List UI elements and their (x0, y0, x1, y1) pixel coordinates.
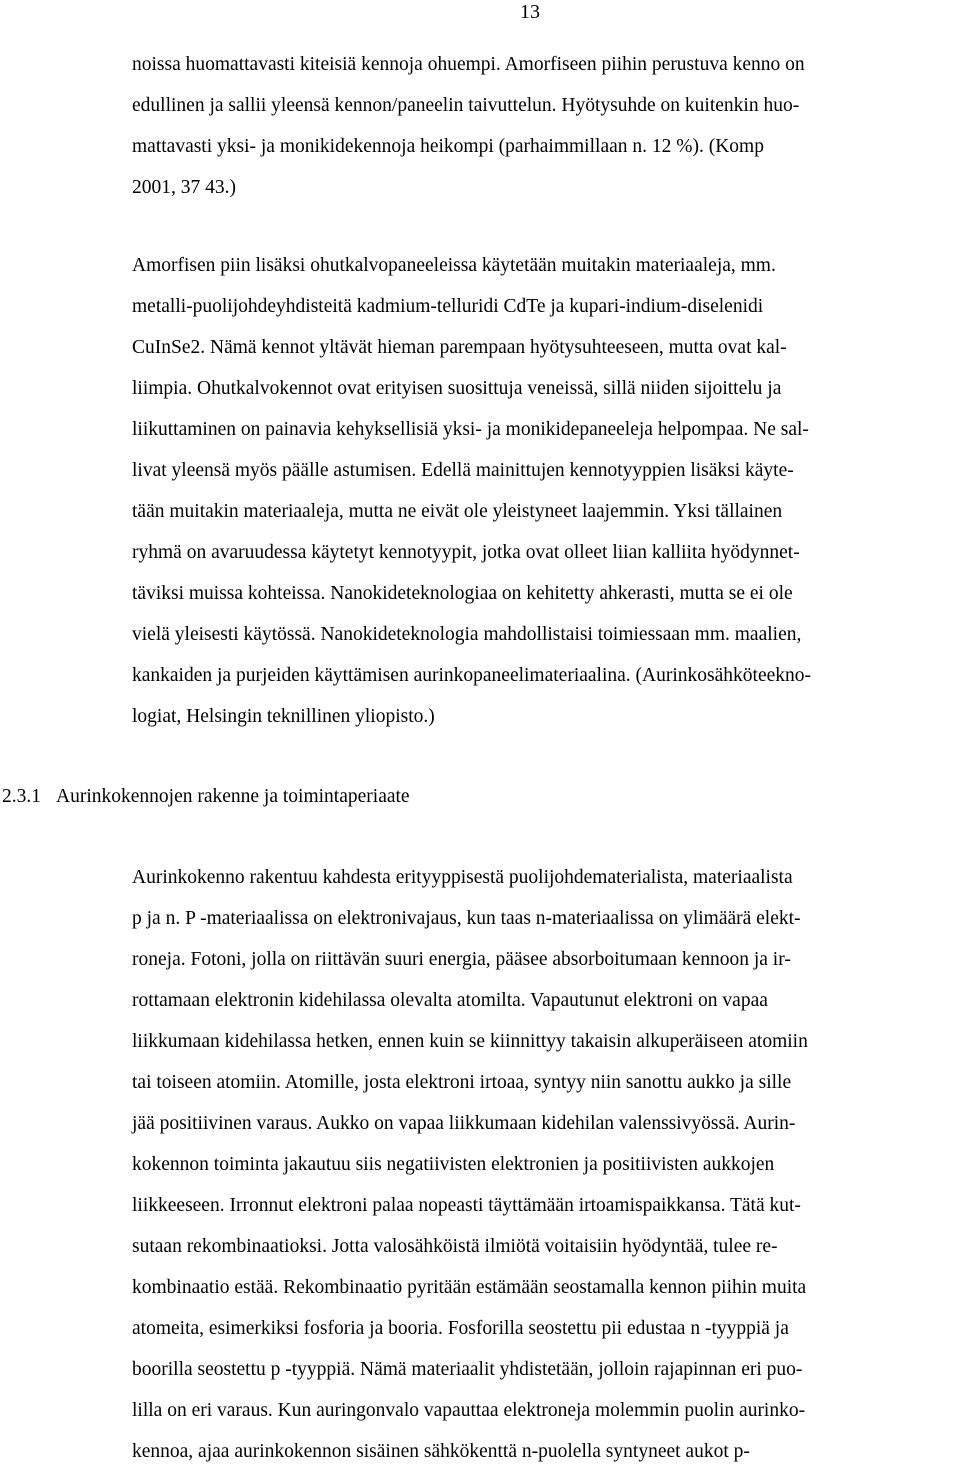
text-line: lilla on eri varaus. Kun auringonvalo vapauttaa elektroneja molemmin puolin aurinko- (132, 1400, 806, 1421)
text-line: liimpia. Ohutkalvokennot ovat erityisen suosittuja veneissä, sillä niiden sijoittelu ja (132, 378, 782, 399)
text-line: edullinen ja sallii yleensä kennon/paneelin taivuttelun. Hyötysuhde on kuitenkin huo- (132, 95, 800, 116)
text-line: atomeita, esimerkiksi fosforia ja booria. Fosforilla seostettu pii edustaa n -tyyppiä ja (132, 1318, 789, 1339)
text-line: kennoa, ajaa aurinkokennon sisäinen sähkökenttä n-puolella syntyneet aukot p- (132, 1441, 750, 1462)
section-number: 2.3.1 (2, 786, 41, 807)
text-line: Amorfisen piin lisäksi ohutkalvopaneeleissa käytetään muitakin materiaaleja, mm. (132, 255, 776, 276)
text-line: tai toiseen atomiin. Atomille, josta elektroni irtoaa, syntyy niin sanottu aukko ja sille (132, 1072, 792, 1093)
text-line: 2001, 37 43.) (132, 177, 236, 198)
text-line: ryhmä on avaruudessa käytetyt kennotyypit, jotka ovat olleet liian kalliita hyödynnet- (132, 542, 800, 563)
section-heading (2, 776, 410, 817)
paragraph-solar-cell-structure (132, 857, 958, 1472)
text-line: CuInSe2. Nämä kennot yltävät hieman parempaan hyötysuhteeseen, mutta ovat kal- (132, 337, 787, 358)
text-line: täviksi muissa kohteissa. Nanokideteknologiaa on kehitetty ahkerasti, mutta se ei ole (132, 583, 793, 604)
text-line: kankaiden ja purjeiden käyttämisen aurinkopaneelimateriaalina. (Aurinkosähköteekno- (132, 665, 811, 686)
text-line: Aurinkokenno rakentuu kahdesta erityyppisestä puolijohdematerialista, materiaalista (132, 867, 793, 888)
text-line: p ja n. P -materiaalissa on elektronivajaus, kun taas n-materiaalissa on ylimäärä elekt- (132, 908, 801, 929)
text-line: tään muitakin materiaaleja, mutta ne eivät ole yleistyneet laajemmin. Yksi tällainen (132, 501, 783, 522)
page-number: 13 (520, 1, 540, 23)
text-line: vielä yleisesti käytössä. Nanokideteknologia mahdollistaisi toimiessaan mm. maalien, (132, 624, 802, 645)
text-line: metalli-puolijohdeyhdisteitä kadmium-telluridi CdTe ja kupari-indium-diselenidi (132, 296, 764, 317)
text-line: mattavasti yksi- ja monikidekennoja heikompi (parhaimmillaan n. 12 %). (Komp (132, 136, 764, 157)
text-line: kombinaatio estää. Rekombinaatio pyritään estämään seostamalla kennon piihin muita (132, 1277, 807, 1298)
text-line: noissa huomattavasti kiteisiä kennoja ohuempi. Amorfiseen piihin perustuva kenno on (132, 54, 805, 75)
paragraph-thin-film-materials (132, 245, 958, 737)
text-line: kokennon toiminta jakautuu siis negatiivisten elektronien ja positiivisten aukkojen (132, 1154, 775, 1175)
text-line: jää positiivinen varaus. Aukko on vapaa liikkumaan kidehilan valenssivyössä. Aurin- (132, 1113, 796, 1134)
text-line: roneja. Fotoni, jolla on riittävän suuri energia, pääsee absorboitumaan kennoon ja ir- (132, 949, 791, 970)
text-line: liikkeeseen. Irronnut elektroni palaa nopeasti täyttämään irtoamispaikkansa. Tätä kut- (132, 1195, 801, 1216)
text-line: rottamaan elektronin kidehilassa olevalta atomilta. Vapautunut elektroni on vapaa (132, 990, 768, 1011)
text-line: sutaan rekombinaatioksi. Jotta valosähköistä ilmiötä voitaisiin hyödyntää, tulee re- (132, 1236, 778, 1257)
text-line: logiat, Helsingin teknillinen yliopisto.) (132, 706, 435, 727)
text-line: liikkumaan kidehilassa hetken, ennen kuin se kiinnittyy takaisin alkuperäiseen atomiin (132, 1031, 808, 1052)
paragraph-amorphous-silicon (132, 44, 958, 208)
text-line: liikuttaminen on painavia kehyksellisiä yksi- ja monikidepaneeleja helpompaa. Ne sal- (132, 419, 809, 440)
text-line: boorilla seostettu p -tyyppiä. Nämä materiaalit yhdistetään, jolloin rajapinnan eri puo- (132, 1359, 803, 1380)
section-title: Aurinkokennojen rakenne ja toimintaperiaate (56, 786, 410, 807)
text-line: livat yleensä myös päälle astumisen. Edellä mainittujen kennotyyppien lisäksi käyte- (132, 460, 794, 481)
